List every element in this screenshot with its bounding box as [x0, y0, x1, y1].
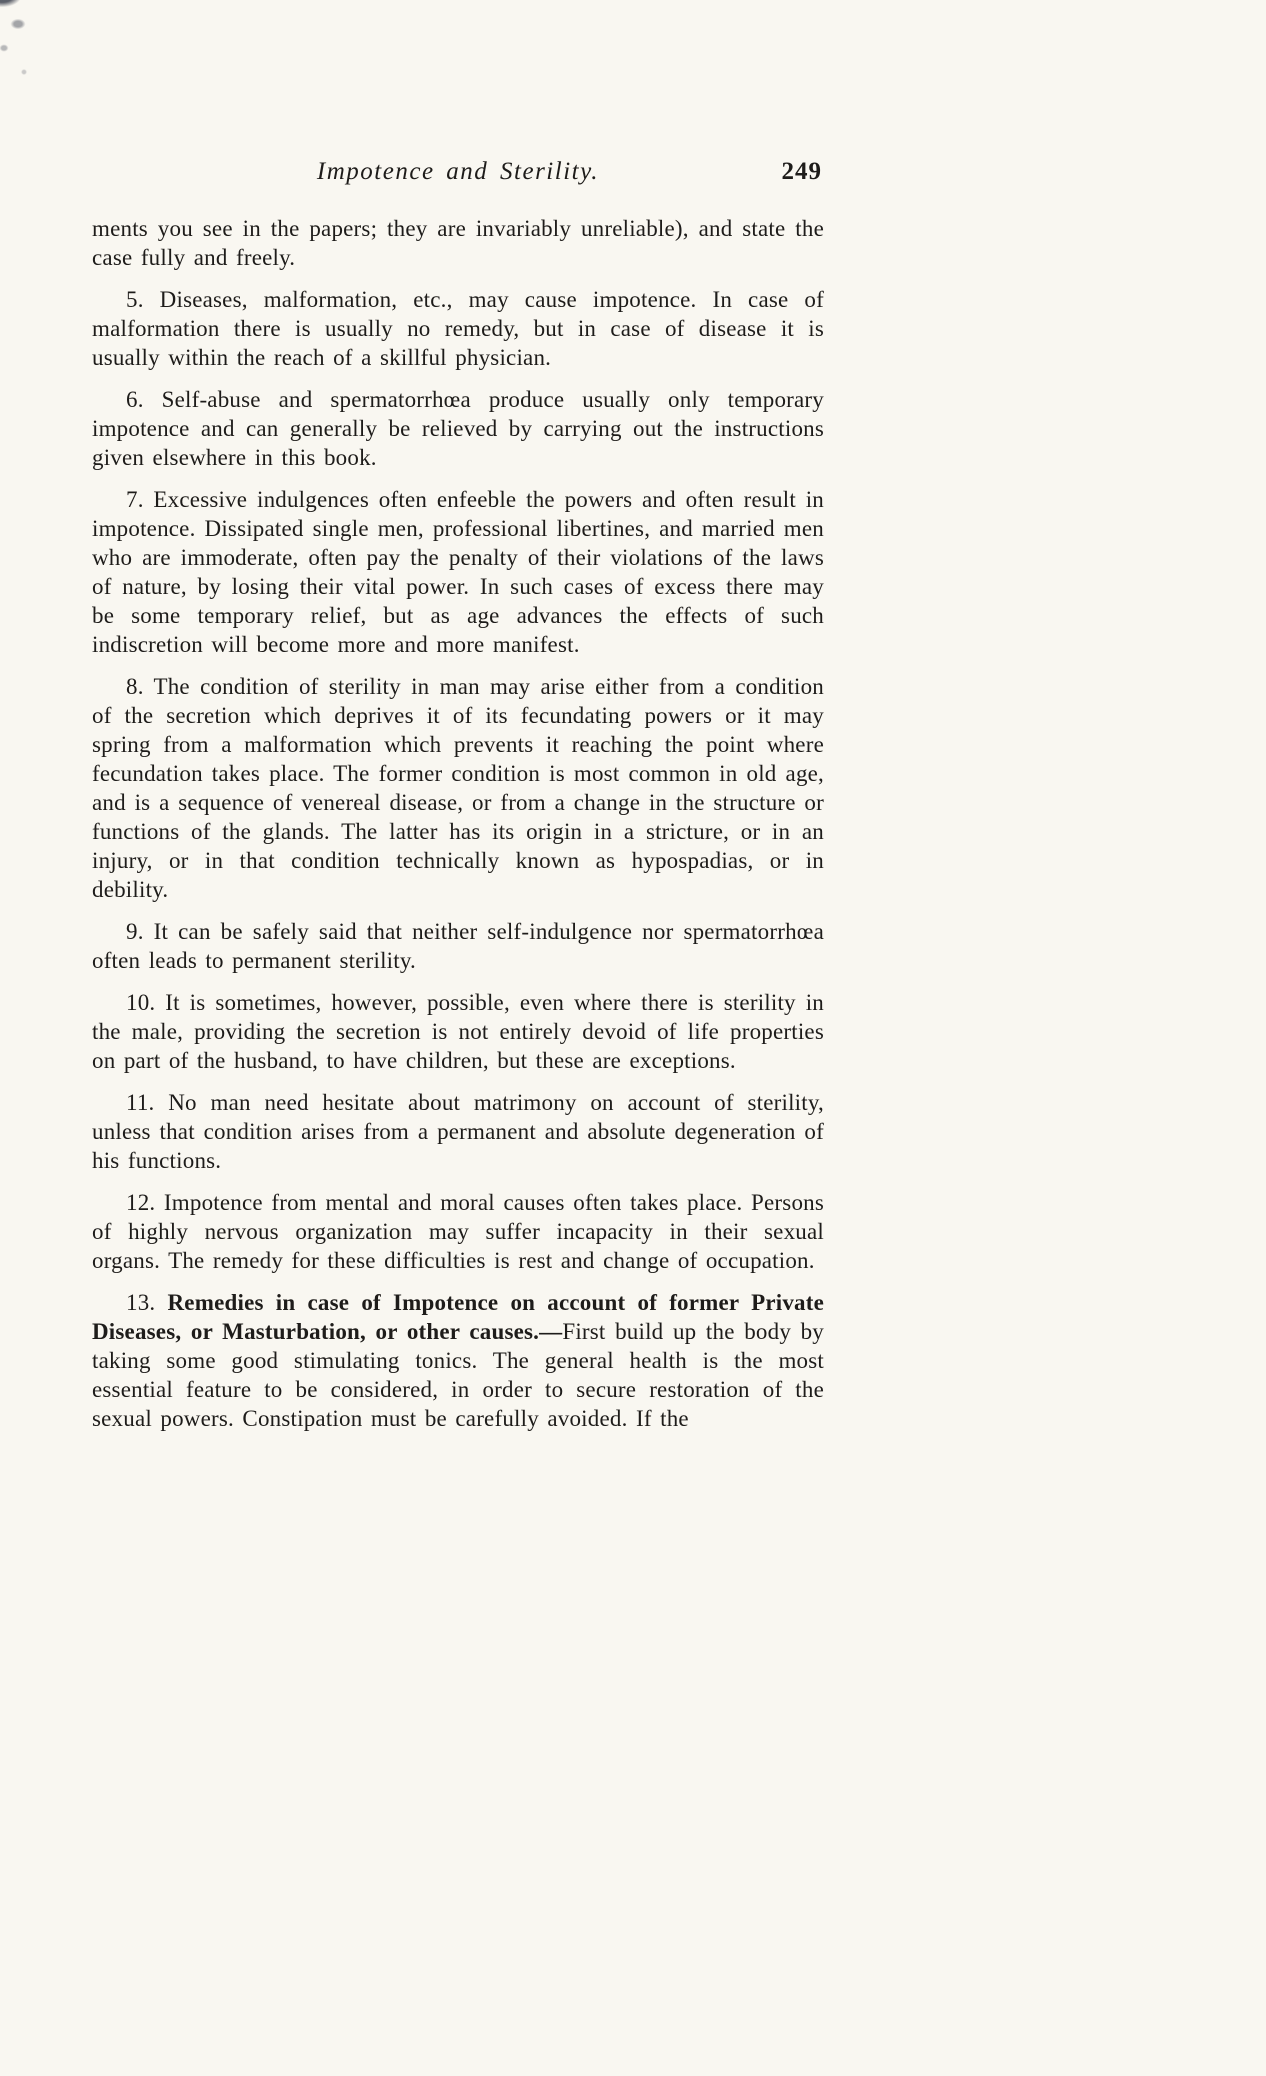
- page-number: 249: [781, 158, 822, 185]
- paragraph-number: 13.: [126, 1290, 168, 1315]
- scan-artifact: [0, 0, 54, 92]
- paragraph-continuation: ments you see in the papers; they are invariably unreliable), and state the case fully and freely.: [92, 216, 824, 270]
- paragraph-8: 8. The condition of sterility in man may arise either from a condition of the secretion which deprives it of its fecundating powers or it may spring from a malformation which prevents it reaching the point where fecundation takes place. The former condition is most common in old age, and is a sequence of venereal disease, or from a change in the structure or functions of the glands. The latter has its origin in a stricture, or in an injury, or in that condition technically known as hypospadias, or in debility.: [92, 674, 824, 902]
- paragraph-13: [92, 1288, 824, 1433]
- running-title: Impotence and Sterility.: [316, 158, 600, 185]
- page-content: [92, 158, 824, 1446]
- paragraph-7: 7. Excessive indulgences often enfeeble the powers and often result in impotence. Dissipated single men, professional libertines, and married men who are immoderate, often pay the penalty of their violations of the laws of nature, by losing their vital power. In such cases of excess there may be some temporary relief, but as age advances the effects of such indiscretion will become more and more manifest.: [92, 487, 824, 657]
- paragraph-10: 10. It is sometimes, however, possible, even where there is sterility in the male, providing the secretion is not entirely devoid of life properties on part of the husband, to have children, but these are exceptions.: [92, 990, 824, 1073]
- page-header: [92, 158, 824, 192]
- paragraph-6: 6. Self-abuse and spermatorrhœa produce usually only temporary impotence and can generally be relieved by carrying out the instructions given elsewhere in this book.: [92, 387, 824, 470]
- paragraph-11: 11. No man need hesitate about matrimony on account of sterility, unless that condition arises from a permanent and absolute degeneration of his functions.: [92, 1090, 824, 1173]
- paragraph-9: 9. It can be safely said that neither self-indulgence nor spermatorrhœa often leads to permanent sterility.: [92, 919, 824, 973]
- paragraph-5: 5. Diseases, malformation, etc., may cause impotence. In case of malformation there is usually no remedy, but in case of disease it is usually within the reach of a skillful physician.: [92, 287, 824, 370]
- paragraph-12: 12. Impotence from mental and moral causes often takes place. Persons of highly nervous organization may suffer incapacity in their sexual organs. The remedy for these difficulties is rest and change of occupation.: [92, 1190, 824, 1273]
- paragraph-bold-lead: Remedies in case of Impotence on account of former Private Diseases, or Masturbation, or other causes.—: [92, 1290, 824, 1344]
- paragraph-text: First build up the body by taking some good stimulating tonics. The general health is the most essential feature to be considered, in order to secure restoration of the sexual powers. Constipation must be carefully avoided. If the: [92, 1319, 824, 1431]
